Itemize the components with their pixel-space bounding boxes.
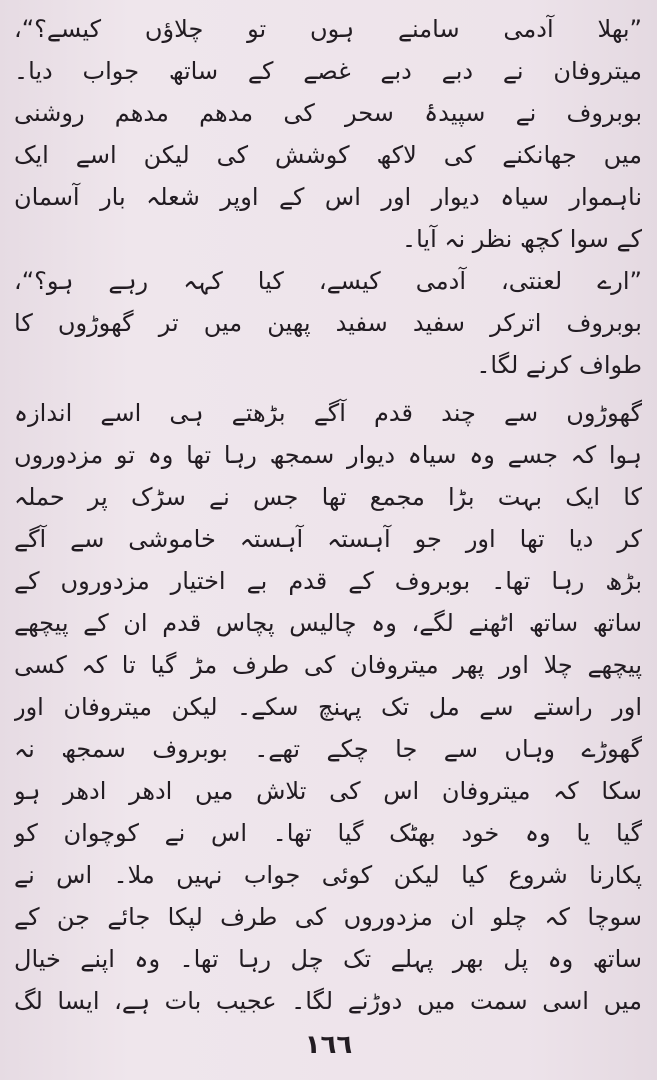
text-line: طواف کرنے لگا۔ <box>476 351 642 379</box>
text-line: کے سوا کچھ نظر نہ آیا۔ <box>402 225 642 253</box>
text-line: ”ارے لعنتی، آدمی کیسے، کیا کہہ رہے ہو؟“، <box>14 267 642 295</box>
text-line: بوبروف اترکر سفید سفید پھین میں تر گھوڑوں کا <box>14 309 642 337</box>
text-line: ساتھ ساتھ اٹھنے لگے، وہ چالیس پچاس قدم ان کے پیچھے <box>14 609 642 637</box>
text-line: اور راستے سے مل تک پہنچ سکے۔ لیکن میتروفان اور <box>14 693 642 721</box>
text-line: ناہموار سیاہ دیوار اور اس کے اوپر شعلہ بار آسمان <box>14 183 642 211</box>
text-line: پیچھے چلا اور پھر میتروفان کی طرف مڑ گیا تا کہ کسی <box>14 651 642 679</box>
text-line: بوبروف نے سپیدۂ سحر کی مدھم مدھم روشنی <box>14 99 642 127</box>
text-line: میں اسی سمت میں دوڑنے لگا۔ عجیب بات ہے، ایسا لگ <box>14 987 642 1015</box>
text-line: گیا یا وہ خود بھٹک گیا تھا۔ اس نے کوچوان کو <box>14 819 642 847</box>
text-line: بڑھ رہا تھا۔ بوبروف کے قدم بے اختیار مزدوروں کے <box>14 567 642 595</box>
text-line: ہوا کہ جسے وہ سیاہ دیوار سمجھ رہا تھا وہ تو مزدوروں <box>14 441 642 469</box>
page-number: ١٦٦ <box>304 1030 353 1060</box>
text-line: میتروفان نے دبے دبے غصے کے ساتھ جواب دیا۔ <box>14 57 642 85</box>
text-line: سوچا کہ چلو ان مزدوروں کی طرف لپکا جائے جن کے <box>14 903 642 931</box>
text-line: کر دیا تھا اور جو آہستہ آہستہ خاموشی سے آگے <box>14 525 642 553</box>
text-line: ساتھ وہ پل بھر پہلے تک چل رہا تھا۔ وہ اپنے خیال <box>14 945 642 973</box>
text-line: گھوڑوں سے چند قدم آگے بڑھتے ہی اسے اندازہ <box>14 399 642 427</box>
text-line: سکا کہ میتروفان اس کی تلاش میں ادھر ادھر ہو <box>14 777 642 805</box>
text-line: پکارنا شروع کیا لیکن کوئی جواب نہیں ملا۔ اس نے <box>14 861 642 889</box>
body-text <box>14 8 642 1022</box>
text-line: ”بھلا آدمی سامنے ہوں تو چلاؤں کیسے؟“، <box>14 15 642 43</box>
text-line: کا ایک بہت بڑا مجمع تھا جس نے سڑک پر حملہ <box>14 483 642 511</box>
text-line: گھوڑے وہاں سے جا چکے تھے۔ بوبروف سمجھ نہ <box>14 735 642 763</box>
text-line: میں جھانکنے کی لاکھ کوشش کی لیکن اسے ایک <box>14 141 642 169</box>
